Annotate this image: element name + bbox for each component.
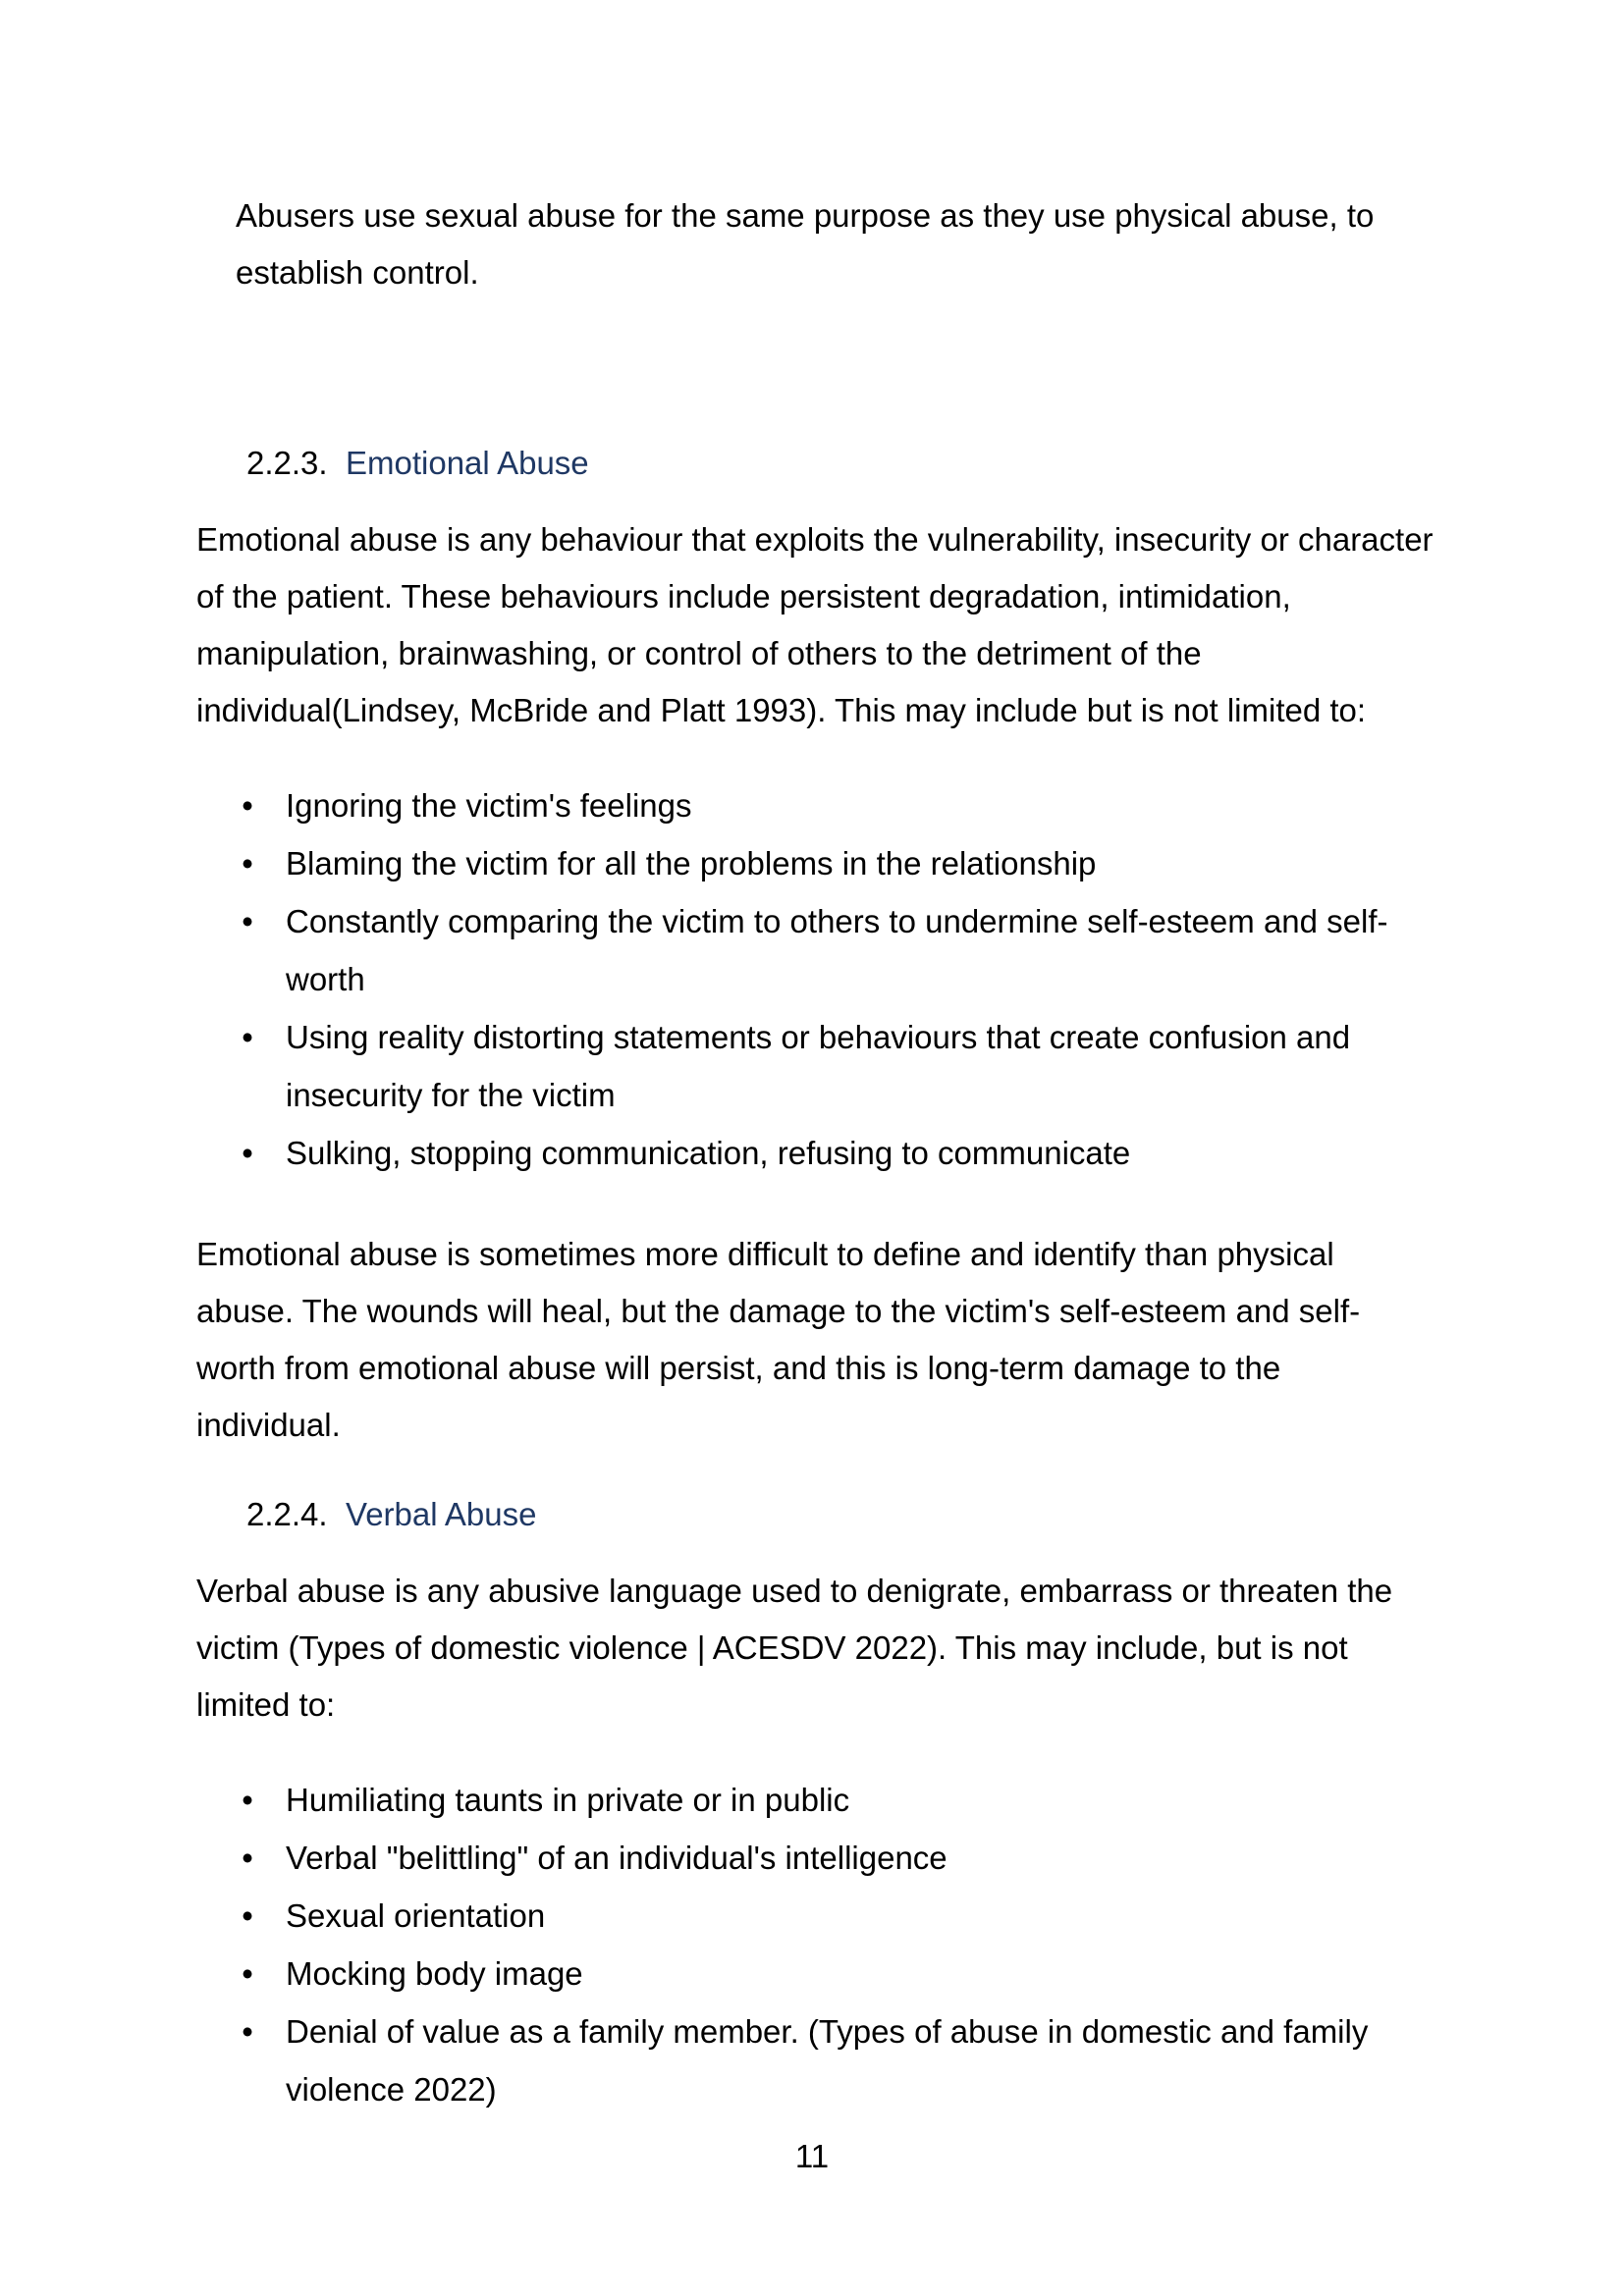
verbal-abuse-paragraph: Verbal abuse is any abusive language used to denigrate, embarrass or threaten the victim (Types of domestic violence | ACESDV 2022). This may include, but is not limited to: xyxy=(196,1573,1393,1723)
emotional-abuse-list xyxy=(196,776,1434,1182)
bullet-icon: • xyxy=(242,1897,253,1934)
bullet-icon: • xyxy=(242,2013,253,2050)
list-item xyxy=(196,2002,1434,2118)
list-item xyxy=(196,1124,1434,1182)
list-item-text: Blaming the victim for all the problems in the relationship xyxy=(286,845,1097,881)
bullet-icon: • xyxy=(242,1135,253,1171)
section-number: 2.2.3. xyxy=(246,445,328,481)
list-item-text: Verbal "belittling" of an individual's intelligence xyxy=(286,1840,947,1876)
section-number: 2.2.4. xyxy=(246,1496,328,1532)
list-item-text: Humiliating taunts in private or in public xyxy=(286,1782,850,1818)
emotional-abuse-paragraph: Emotional abuse is any behaviour that exploits the vulnerability, insecurity or character of the patient. These behaviours include persistent degradation, intimidation, manipulation, brainwashing, or control of others to the detriment of the individual(Lindsey, McBride and Platt 1993). This may include but is not limited to: xyxy=(196,521,1434,728)
verbal-abuse-list xyxy=(196,1771,1434,2118)
bullet-icon: • xyxy=(242,1955,253,1992)
page-number: 11 xyxy=(794,2138,830,2174)
list-item-text: Mocking body image xyxy=(286,1955,583,1992)
section-heading-emotional-abuse xyxy=(246,435,589,492)
list-item-text: Ignoring the victim's feelings xyxy=(286,787,692,824)
list-item xyxy=(196,1887,1434,1945)
bullet-icon: • xyxy=(242,845,253,881)
list-item xyxy=(196,1771,1434,1829)
bullet-icon: • xyxy=(242,1782,253,1818)
list-item-text: Constantly comparing the victim to others to undermine self-esteem and self-worth xyxy=(286,903,1388,997)
list-item xyxy=(196,1945,1434,2002)
section-title: Verbal Abuse xyxy=(346,1496,537,1532)
list-item-text: Sexual orientation xyxy=(286,1897,546,1934)
list-item xyxy=(196,1829,1434,1887)
intro-paragraph: Abusers use sexual abuse for the same purpose as they use physical abuse, to establish control. xyxy=(236,197,1375,291)
list-item-text: Sulking, stopping communication, refusing to communicate xyxy=(286,1135,1131,1171)
emotional-abuse-closing-paragraph: Emotional abuse is sometimes more difficult to define and identify than physical abuse. The wounds will heal, but the damage to the victim's self-esteem and self-worth from emotional abuse will persist, and this is long-term damage to the individual. xyxy=(196,1236,1361,1443)
list-item xyxy=(196,834,1434,892)
bullet-icon: • xyxy=(242,1019,253,1055)
list-item xyxy=(196,776,1434,834)
bullet-icon: • xyxy=(242,787,253,824)
list-item-text: Denial of value as a family member. (Types of abuse in domestic and family violence 2022) xyxy=(286,2013,1369,2108)
bullet-icon: • xyxy=(242,903,253,939)
section-title: Emotional Abuse xyxy=(346,445,589,481)
bullet-icon: • xyxy=(242,1840,253,1876)
list-item-text: Using reality distorting statements or behaviours that create confusion and insecurity for the victim xyxy=(286,1019,1351,1113)
list-item xyxy=(196,1008,1434,1124)
section-heading-verbal-abuse xyxy=(246,1486,537,1543)
list-item xyxy=(196,892,1434,1008)
